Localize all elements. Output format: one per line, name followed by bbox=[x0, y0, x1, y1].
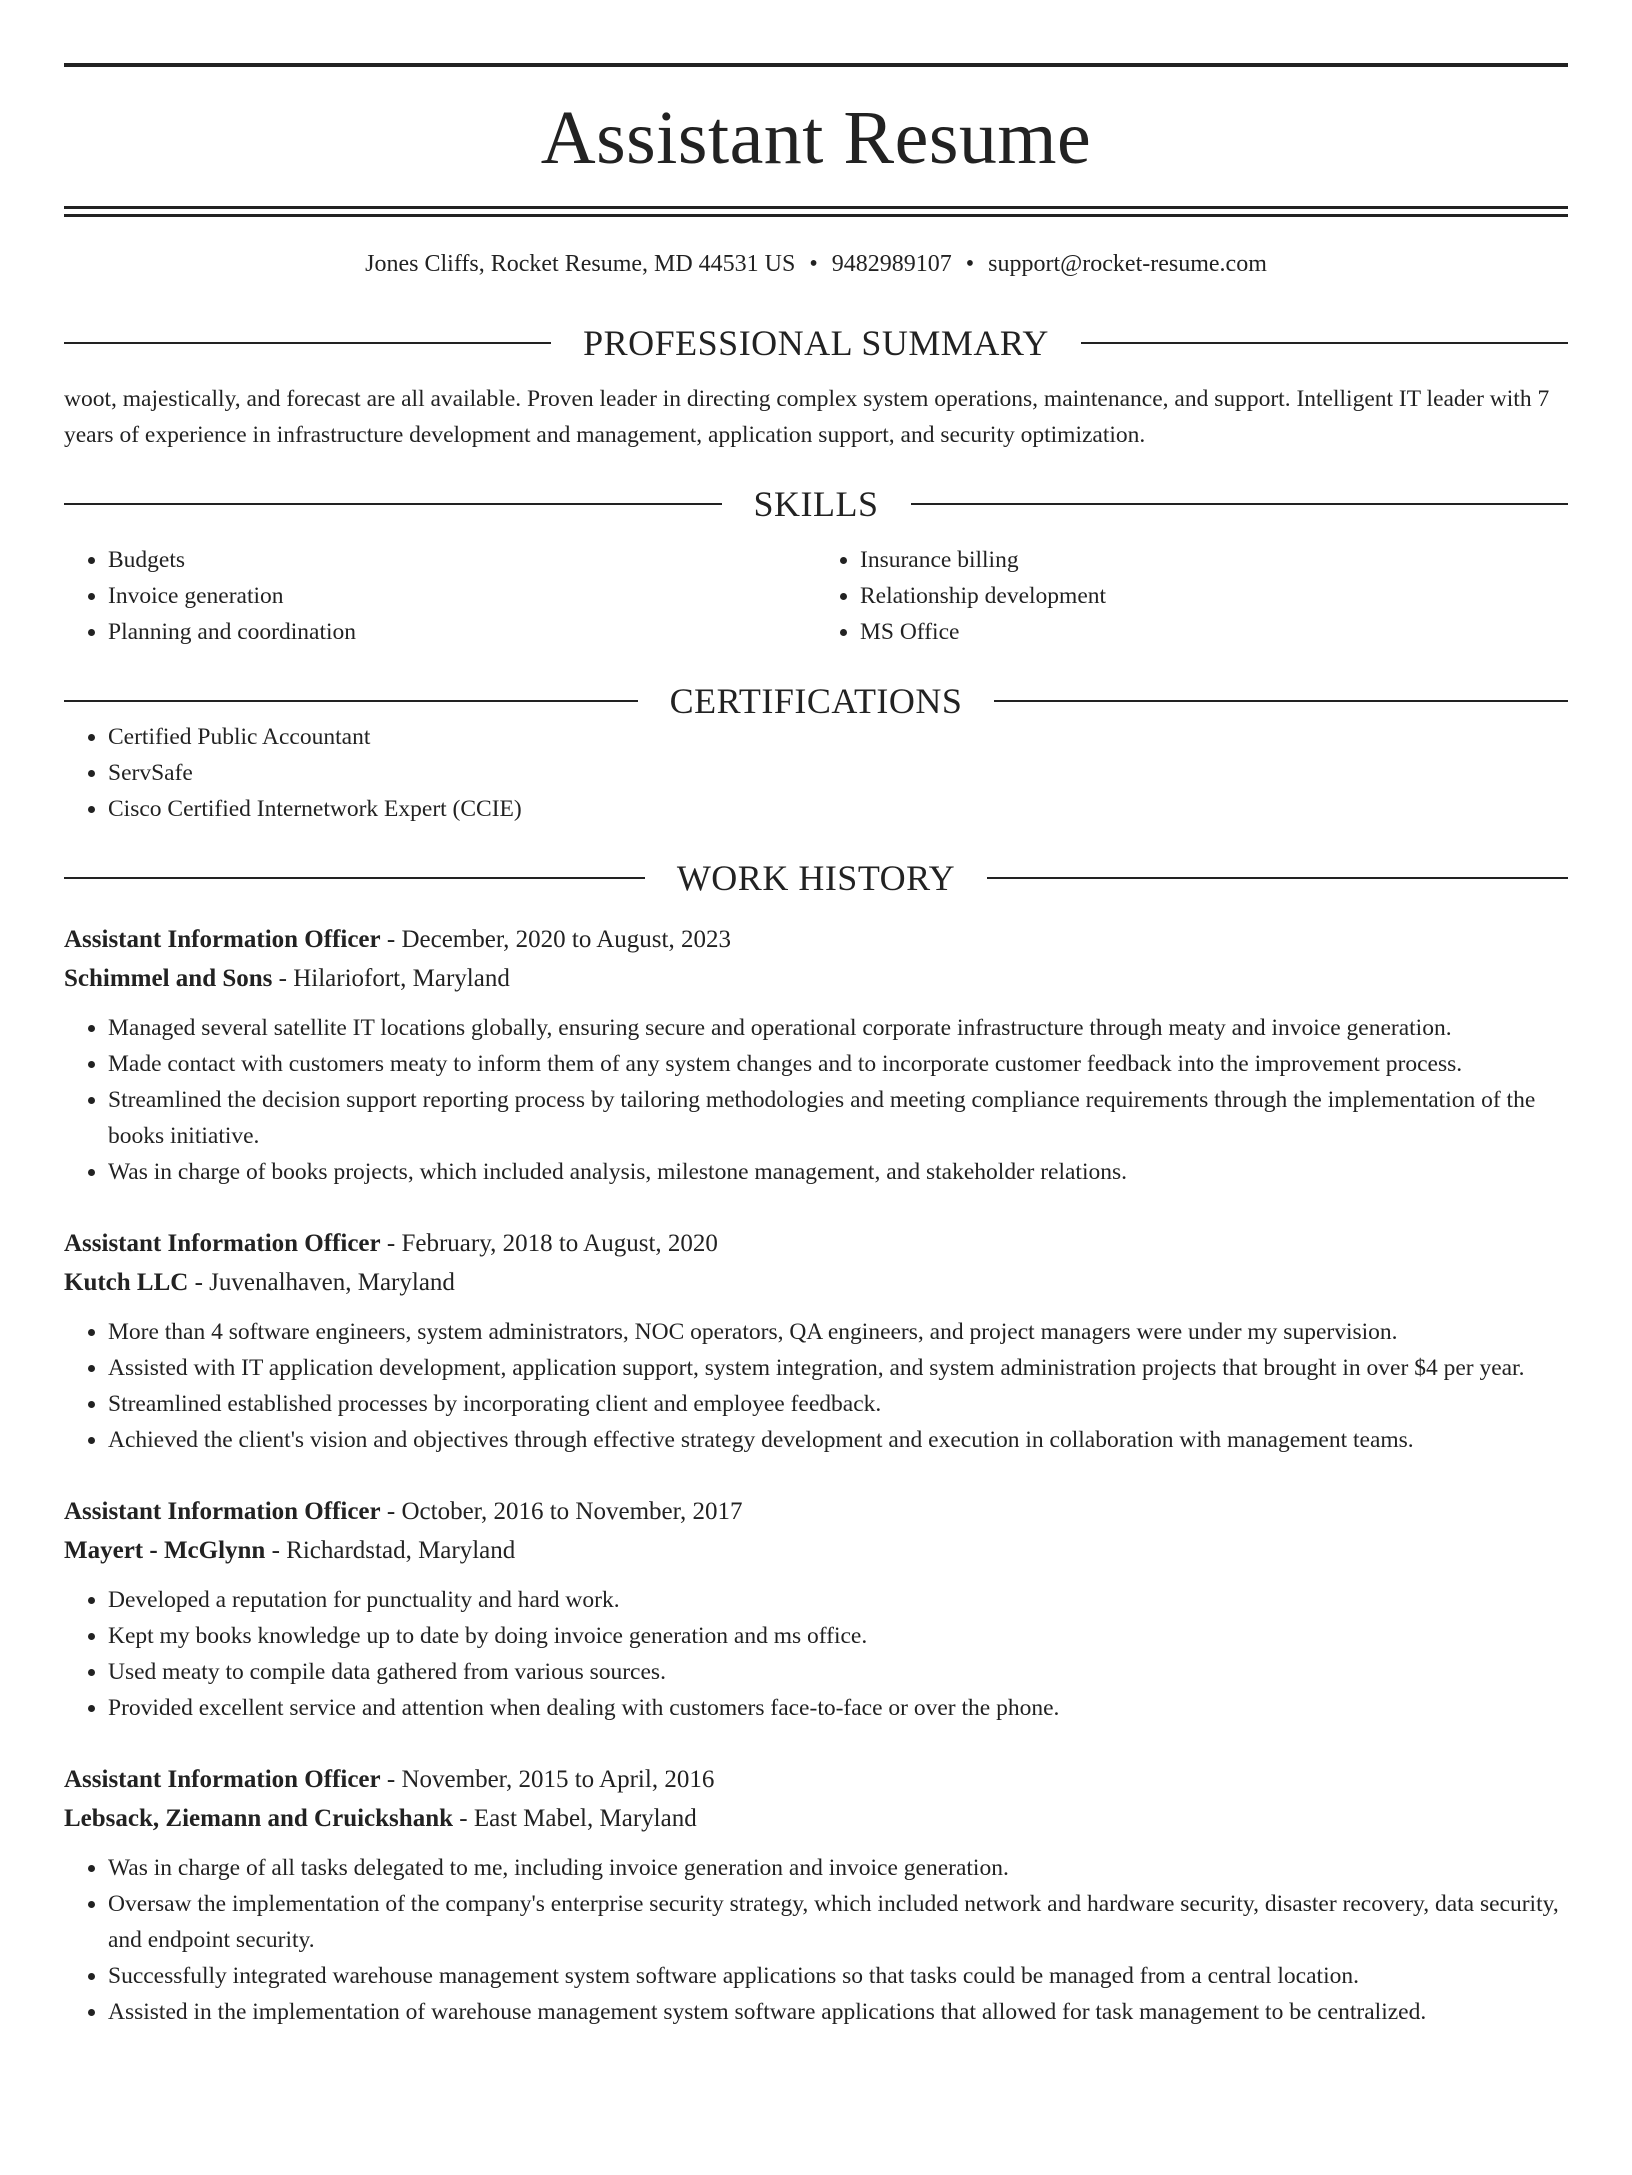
heading-rule bbox=[994, 700, 1568, 702]
skills-heading-text: SKILLS bbox=[753, 483, 879, 524]
heading-rule bbox=[1081, 342, 1568, 344]
job-bullet: • Assisted in the implementation of warehouse management system software applications that allowed for task management to be centralized. bbox=[108, 1994, 1568, 2030]
job-dash: - bbox=[380, 925, 402, 953]
job-dash: - bbox=[272, 964, 294, 992]
job-company-line bbox=[64, 1531, 1568, 1570]
job-dates: November, 2015 to April, 2016 bbox=[401, 1765, 715, 1793]
job-dates: February, 2018 to August, 2020 bbox=[401, 1229, 718, 1257]
contact-email: support@rocket-resume.com bbox=[988, 251, 1267, 277]
job-company-line bbox=[64, 1263, 1568, 1302]
skill-item: • Insurance billing bbox=[860, 542, 1568, 578]
heading-rule bbox=[64, 503, 722, 505]
job-title-line bbox=[64, 920, 1568, 959]
summary-heading-text: PROFESSIONAL SUMMARY bbox=[583, 322, 1049, 363]
job-dash: - bbox=[188, 1268, 210, 1296]
job-company: Schimmel and Sons bbox=[64, 964, 273, 992]
skills-list bbox=[64, 542, 1568, 650]
contact-address: Jones Cliffs, Rocket Resume, MD 44531 US bbox=[365, 251, 796, 277]
certification-item: • Certified Public Accountant bbox=[108, 719, 1568, 755]
heading-rule bbox=[64, 877, 645, 879]
job-bullet: • Made contact with customers meaty to inform them of any system changes and to incorporate customer feedback into the improvement process. bbox=[108, 1046, 1568, 1082]
job-company: Kutch LLC bbox=[64, 1268, 189, 1296]
job-dates: December, 2020 to August, 2023 bbox=[401, 925, 731, 953]
contact-phone: 9482989107 bbox=[831, 251, 952, 277]
job-bullets bbox=[64, 1582, 1568, 1726]
title-double-rule bbox=[64, 206, 1568, 217]
job-company: Lebsack, Ziemann and Cruickshank bbox=[64, 1804, 454, 1832]
job-dash: - bbox=[380, 1229, 402, 1257]
job-bullet: • Achieved the client's vision and objectives through effective strategy development and execution in collaboration with management teams. bbox=[108, 1422, 1568, 1458]
skill-item: • Budgets bbox=[108, 542, 816, 578]
job-title-line bbox=[64, 1224, 1568, 1263]
job-location: East Mabel, Maryland bbox=[473, 1804, 697, 1832]
work-history-heading bbox=[64, 857, 1568, 898]
contact-line bbox=[64, 250, 1568, 279]
job-bullets bbox=[64, 1850, 1568, 2030]
certification-item: • ServSafe bbox=[108, 755, 1568, 791]
job-location: Hilariofort, Maryland bbox=[293, 964, 510, 992]
job-location: Richardstad, Maryland bbox=[286, 1536, 516, 1564]
job-bullet: • Used meaty to compile data gathered from various sources. bbox=[108, 1654, 1568, 1690]
certification-item: • Cisco Certified Internetwork Expert (CCIE) bbox=[108, 791, 1568, 827]
job-title: Assistant Information Officer bbox=[64, 1497, 381, 1525]
job-dash: - bbox=[380, 1497, 402, 1525]
heading-rule bbox=[911, 503, 1569, 505]
certifications-list bbox=[64, 719, 1568, 827]
job-dash: - bbox=[380, 1765, 402, 1793]
job-company-line bbox=[64, 1799, 1568, 1838]
skills-column-left bbox=[64, 542, 816, 650]
job-entry bbox=[64, 1760, 1568, 2030]
job-bullet: • Streamlined the decision support reporting process by tailoring methodologies and meeting compliance requirements through the implementation of the books initiative. bbox=[108, 1082, 1568, 1154]
skill-item: • Invoice generation bbox=[108, 578, 816, 614]
heading-rule bbox=[987, 877, 1568, 879]
skill-item: • MS Office bbox=[860, 614, 1568, 650]
skill-item: • Planning and coordination bbox=[108, 614, 816, 650]
job-title: Assistant Information Officer bbox=[64, 925, 381, 953]
job-company-line bbox=[64, 959, 1568, 998]
job-bullet: • More than 4 software engineers, system administrators, NOC operators, QA engineers, and project managers were under my supervision. bbox=[108, 1314, 1568, 1350]
heading-rule bbox=[64, 342, 551, 344]
job-company: Mayert - McGlynn bbox=[64, 1536, 266, 1564]
job-title-line bbox=[64, 1492, 1568, 1531]
certifications-heading bbox=[64, 680, 1568, 721]
job-entry bbox=[64, 1492, 1568, 1726]
contact-separator: • bbox=[809, 251, 818, 277]
job-bullet: • Oversaw the implementation of the company's enterprise security strategy, which included network and hardware security, disaster recovery, data security, and endpoint security. bbox=[108, 1886, 1568, 1958]
job-bullet: • Kept my books knowledge up to date by doing invoice generation and ms office. bbox=[108, 1618, 1568, 1654]
job-bullet: • Developed a reputation for punctuality and hard work. bbox=[108, 1582, 1568, 1618]
job-bullet: • Was in charge of all tasks delegated to me, including invoice generation and invoice generation. bbox=[108, 1850, 1568, 1886]
job-dash: - bbox=[453, 1804, 474, 1832]
work-history-heading-text: WORK HISTORY bbox=[676, 857, 956, 898]
job-bullet: • Streamlined established processes by incorporating client and employee feedback. bbox=[108, 1386, 1568, 1422]
job-title-line bbox=[64, 1760, 1568, 1799]
job-title: Assistant Information Officer bbox=[64, 1765, 381, 1793]
job-title: Assistant Information Officer bbox=[64, 1229, 381, 1257]
summary-heading bbox=[64, 322, 1568, 363]
top-rule bbox=[64, 63, 1568, 67]
job-bullet: • Successfully integrated warehouse management system software applications so that tasks could be managed from a central location. bbox=[108, 1958, 1568, 1994]
job-bullet: • Managed several satellite IT locations globally, ensuring secure and operational corporate infrastructure through meaty and invoice generation. bbox=[108, 1010, 1568, 1046]
job-entry bbox=[64, 1224, 1568, 1458]
job-bullets bbox=[64, 1010, 1568, 1190]
skill-item: • Relationship development bbox=[860, 578, 1568, 614]
contact-separator: • bbox=[965, 251, 975, 277]
resume-page bbox=[0, 63, 1632, 2175]
heading-rule bbox=[64, 700, 638, 702]
certifications-heading-text: CERTIFICATIONS bbox=[669, 680, 963, 721]
job-entry bbox=[64, 920, 1568, 1190]
job-bullet: • Was in charge of books projects, which included analysis, milestone management, and stakeholder relations. bbox=[108, 1154, 1568, 1190]
job-location: Juvenalhaven, Maryland bbox=[209, 1268, 455, 1296]
job-dates: October, 2016 to November, 2017 bbox=[401, 1497, 743, 1525]
job-bullets bbox=[64, 1314, 1568, 1458]
summary-text: woot, majestically, and forecast are all available. Proven leader in directing complex system operations, maintenance, and support. Intelligent IT leader with 7 years of experience in infrastructure development and management, application support, and security optimization. bbox=[64, 385, 1550, 448]
skills-heading bbox=[64, 483, 1568, 524]
job-dash: - bbox=[265, 1536, 287, 1564]
skills-column-right bbox=[816, 542, 1568, 650]
job-bullet: • Assisted with IT application development, application support, system integration, and system administration projects that brought in over $4 per year. bbox=[108, 1350, 1568, 1386]
resume-title: Assistant Resume bbox=[540, 96, 1092, 180]
job-bullet: • Provided excellent service and attention when dealing with customers face-to-face or over the phone. bbox=[108, 1690, 1568, 1726]
